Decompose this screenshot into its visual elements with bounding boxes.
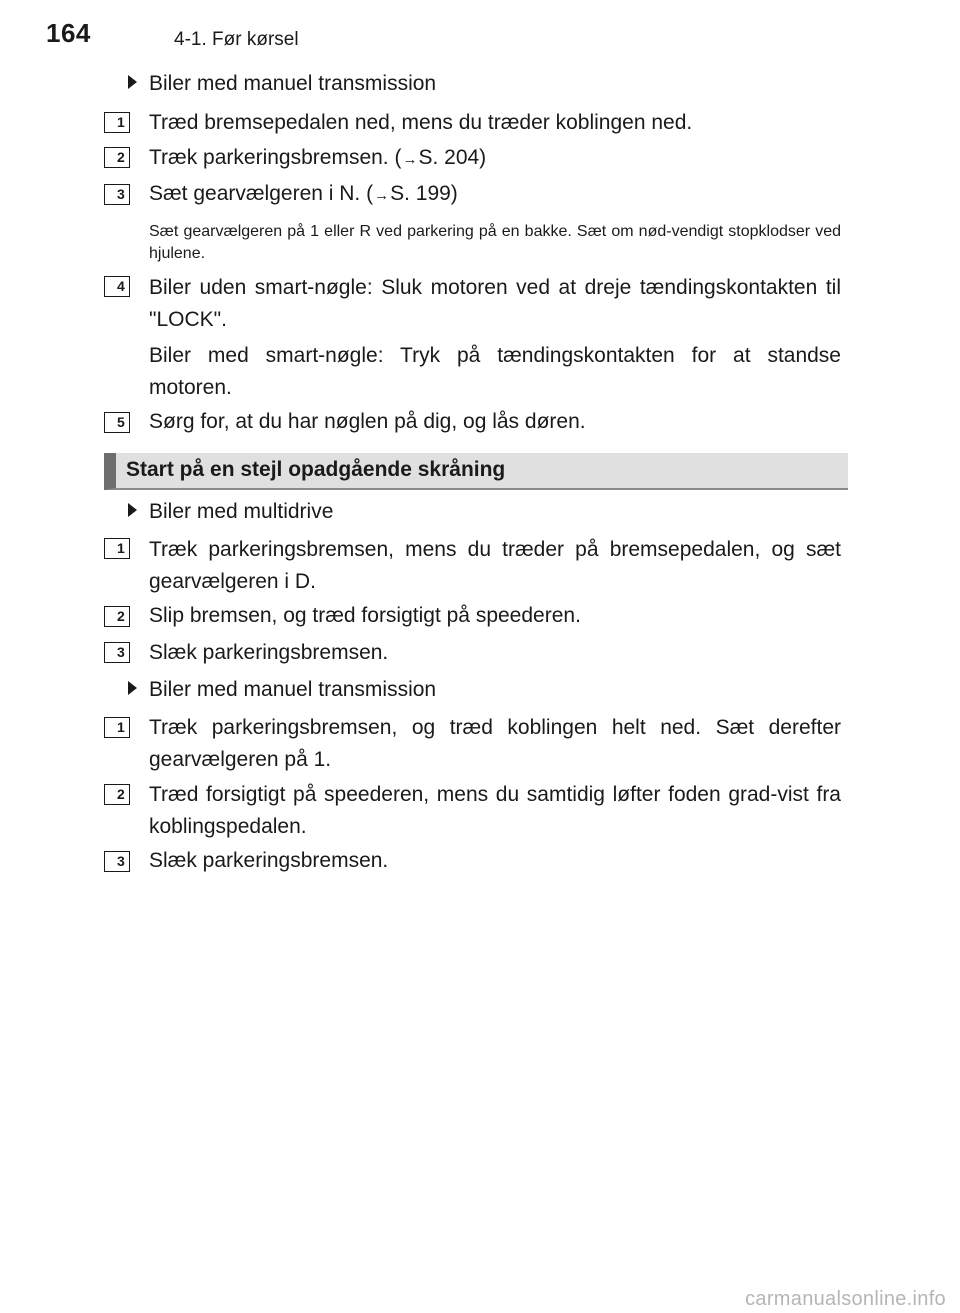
note-text: Sæt gearvælgeren på 1 eller R ved parkering på en bakke. Sæt om nød-vendigt stopklodser ved hjulene. [149, 223, 841, 262]
step-text: Træk parkeringsbremsen, mens du træder på bremsepedalen, og sæt gearvælgeren i D. [149, 538, 841, 593]
step-number: 3 [104, 642, 130, 663]
sub-heading-multidrive: Biler med multidrive [128, 500, 333, 524]
step-text: Træd forsigtigt på speederen, mens du samtidig løfter foden grad-vist fra koblingspedalen. [149, 783, 841, 838]
page-reference[interactable]: S. 204) [418, 146, 487, 169]
step-text: Træk parkeringsbremsen, og træd koblingen helt ned. Sæt derefter gearvælgeren på 1. [149, 716, 841, 771]
triangle-right-icon [128, 681, 137, 695]
page-reference[interactable]: S. 199) [390, 182, 458, 205]
triangle-right-icon [128, 503, 137, 517]
page-header [0, 0, 960, 60]
arrow-right-icon: → [374, 187, 390, 204]
step-number: 1 [104, 717, 130, 738]
step-number: 1 [104, 112, 130, 133]
step-text: Slip bremsen, og træd forsigtigt på speederen. [149, 604, 581, 627]
step-text: Træd bremsepedalen ned, mens du træder koblingen ned. [149, 111, 693, 134]
step-text: Slæk parkeringsbremsen. [149, 641, 389, 664]
step-number: 1 [104, 538, 130, 559]
step-number: 2 [104, 147, 130, 168]
section-heading: Start på en stejl opadgående skråning [104, 453, 848, 490]
sub-heading-manual-2: Biler med manuel transmission [128, 678, 436, 702]
chapter-title: 4-1. Før kørsel [174, 29, 299, 50]
step-number: 5 [104, 412, 130, 433]
step-number: 3 [104, 851, 130, 872]
page-number: 164 [46, 18, 91, 48]
step-text: Slæk parkeringsbremsen. [149, 849, 389, 872]
triangle-right-icon [128, 75, 137, 89]
step-text: Sørg for, at du har nøglen på dig, og lås døren. [149, 410, 586, 433]
step-number: 2 [104, 606, 130, 627]
arrow-right-icon: → [402, 151, 418, 168]
watermark: carmanualsonline.info [745, 1288, 946, 1310]
sub-heading-manual-1: Biler med manuel transmission [128, 72, 436, 96]
step-text: Sæt gearvælgeren i N. (→S. 199) [149, 182, 458, 205]
step-number: 2 [104, 784, 130, 805]
step-number: 3 [104, 184, 130, 205]
step-text: Træk parkeringsbremsen. (→S. 204) [149, 146, 487, 169]
step-number: 4 [104, 276, 130, 297]
step-text: Biler uden smart-nøgle: Sluk motoren ved at dreje tændingskontakten til "LOCK". [149, 276, 841, 331]
step-text-continued: Biler med smart-nøgle: Tryk på tændingskontakten for at standse motoren. [149, 344, 841, 399]
